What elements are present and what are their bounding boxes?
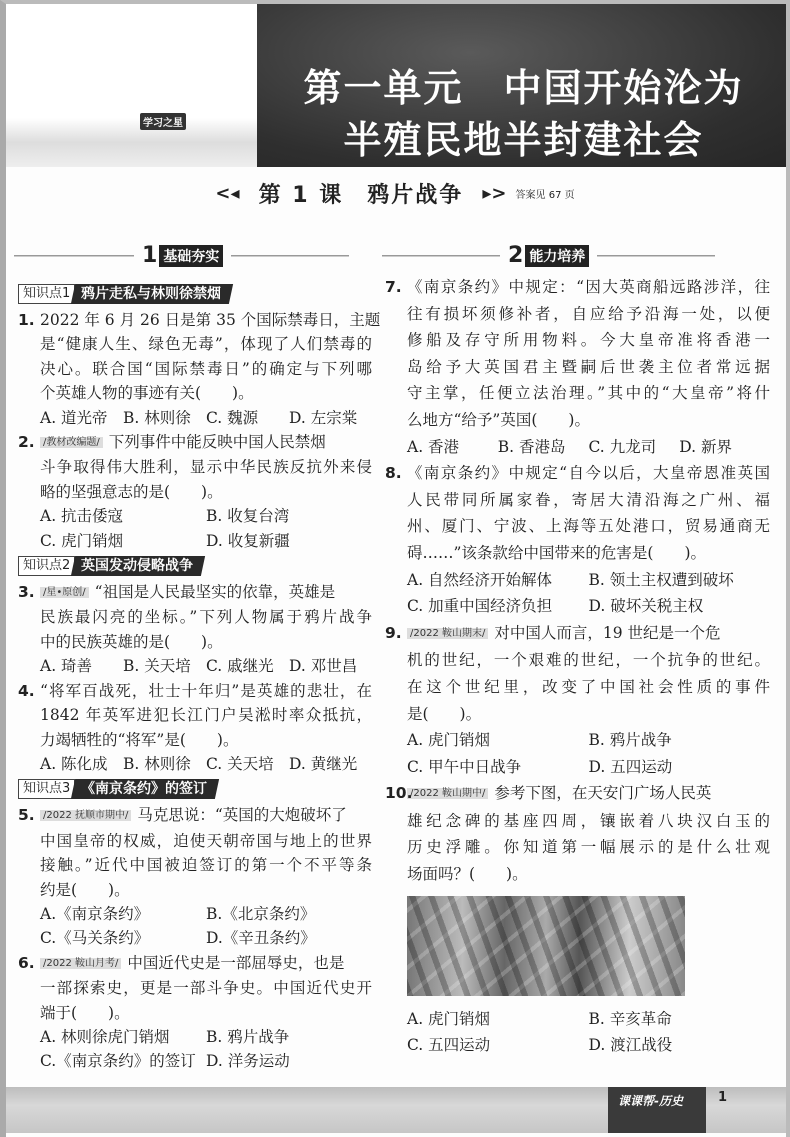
question-text: 州、厦门、宁波、上海等五处港口，贸易通商无 [407, 517, 770, 536]
right-column [385, 274, 770, 1059]
question-source-tag: /2022 鞍山期末/ [407, 628, 488, 639]
question-line [385, 620, 770, 648]
knowledge-point-title [71, 284, 233, 304]
question-line [385, 701, 770, 728]
question-line [385, 647, 770, 674]
knowledge-point-tag: 知识点1 [18, 284, 75, 304]
question-text: 约是( )。 [40, 880, 130, 899]
knowledge-point-tag: 知识点2 [18, 556, 75, 576]
question-text: 马克思说：“英国的大炮破坏了 [137, 806, 347, 825]
answer-options [18, 752, 372, 776]
question-text: 机的世纪，一个艰难的世纪，一个抗争的世纪。 [407, 651, 770, 670]
question-10 [385, 780, 770, 1059]
answer-option[interactable]: A. 道光帝 [40, 408, 108, 427]
question-line [18, 803, 372, 828]
question-text: 决心。联合国“国际禁毒日”的确定与下列哪 [40, 359, 372, 378]
divider [382, 255, 500, 257]
question-text: 参考下图，在天安门广场人民英 [494, 784, 712, 803]
question-line [385, 540, 770, 567]
answer-option[interactable]: A. 虎门销烟 [407, 1009, 491, 1028]
question-text: 中的民族英雄的是( )。 [40, 632, 223, 651]
question-text: 力竭牺牲的“将军”是( )。 [40, 730, 239, 749]
question-line [385, 407, 770, 434]
question-7 [385, 274, 770, 460]
knowledge-point-header [18, 555, 372, 577]
question-text: 守主掌，任便立法治理。”其中的“大皇帝”将什 [407, 384, 770, 403]
answer-option[interactable]: C. 加重中国经济负担 [407, 597, 553, 616]
question-source-tag: /2022 鞍山期中/ [407, 788, 488, 799]
question-source-tag: /教材改编题/ [40, 437, 103, 448]
answer-reference: 答案见 67 页 [515, 190, 575, 201]
left-arrows-icon: <◂ [215, 183, 240, 204]
question-line [18, 308, 381, 332]
question-line [18, 728, 372, 752]
question-number: 4. [18, 681, 35, 700]
question-text: 略的坚强意志的是( )。 [40, 482, 223, 501]
answer-option[interactable]: B. 鸦片战争 [588, 731, 672, 750]
knowledge-point-title [71, 779, 219, 799]
question-2 [18, 430, 372, 553]
section-label: 能力培养 [525, 245, 589, 267]
section-heading-ability-block [382, 243, 715, 268]
answer-options [18, 1025, 372, 1074]
answer-options [18, 654, 372, 678]
question-line [385, 834, 770, 861]
question-text: 斗争取得伟大胜利，显示中华民族反抗外来侵 [40, 458, 372, 477]
unit-title-line: 半殖民地半封建社会 [343, 118, 704, 162]
question-line [385, 274, 770, 301]
answer-option[interactable]: C. 甲午中日战争 [407, 757, 522, 776]
question-line [18, 630, 372, 654]
question-text: 是( )。 [407, 704, 482, 723]
question-source-tag: /星•原创/ [40, 587, 89, 598]
answer-option[interactable]: B. 辛亥革命 [588, 1009, 672, 1028]
question-text: “将军百战死，壮士十年归”是英雄的悲壮，在 [40, 681, 372, 700]
question-line [18, 951, 372, 976]
page-number: 1 [718, 1090, 728, 1105]
question-text: 场面吗？( )。 [407, 865, 528, 884]
question-number: 5. [18, 806, 35, 825]
divider [14, 255, 134, 257]
question-text: 中国近代史是一部屈辱史，也是 [127, 953, 345, 972]
question-text: “祖国是人民最坚实的依靠，英雄是 [94, 583, 336, 602]
knowledge-point-title-text: 《南京条约》的签订 [81, 781, 208, 798]
answer-option[interactable]: C. 魏源 [206, 408, 259, 427]
question-line [18, 853, 372, 877]
answer-option[interactable]: D. 黄继光 [289, 754, 358, 773]
answer-option[interactable]: B. 关天培 [123, 657, 191, 676]
answer-option[interactable]: D. 收复新疆 [206, 531, 290, 550]
question-line [385, 354, 770, 381]
study-badge: 学习之星 [140, 113, 186, 130]
question-source-tag: /2022 鞍山月考/ [40, 958, 121, 969]
answer-option[interactable]: B. 林则徐 [123, 754, 191, 773]
question-line [18, 430, 372, 455]
answer-option[interactable]: A. 虎门销烟 [407, 731, 491, 750]
question-number: 10. [385, 784, 413, 803]
question-source-tag: /2022 抚顺市期中/ [40, 810, 131, 821]
answer-option[interactable]: D. 洋务运动 [206, 1052, 290, 1071]
answer-options [385, 567, 770, 620]
answer-option[interactable]: D. 五四运动 [588, 757, 673, 776]
question-line [385, 808, 770, 835]
question-line [385, 460, 770, 487]
question-number: 1. [18, 311, 35, 329]
lesson-heading [0, 178, 790, 209]
divider [597, 255, 715, 257]
question-text: 么地方“给予”英国( )。 [407, 410, 590, 429]
left-column [18, 281, 381, 1074]
answer-option[interactable]: C.《马关条约》 [40, 929, 150, 948]
brand-label: 课课帮-历史 [608, 1087, 706, 1133]
answer-option[interactable]: D. 新界 [679, 437, 732, 456]
knowledge-point-title-text: 鸦片走私与林则徐禁烟 [81, 286, 222, 302]
question-line [385, 327, 770, 354]
question-text: 端于( )。 [40, 1003, 130, 1022]
question-9 [385, 620, 770, 781]
unit-title [257, 62, 790, 166]
answer-options [385, 1006, 770, 1059]
right-arrows-icon: ▸> [482, 183, 507, 204]
answer-option[interactable]: C. 五四运动 [407, 1036, 491, 1055]
answer-option[interactable]: B. 林则徐 [123, 408, 191, 427]
divider [231, 255, 349, 257]
question-text: 在这个世纪里，改变了中国社会性质的事件 [407, 677, 770, 696]
question-line [385, 487, 770, 514]
question-line [385, 513, 770, 540]
question-number: 6. [18, 953, 35, 972]
question-text: 人民带同所属家眷，寄居大清沿海之广州、福 [407, 490, 770, 509]
question-number: 2. [18, 433, 35, 452]
answer-option[interactable]: B.《北京条约》 [206, 904, 316, 923]
question-line [385, 861, 770, 888]
question-text: 1842 年英军进犯长江门户吴淞时率众抵抗， [40, 706, 372, 725]
lesson-title: 第 1 课 鸦片战争 [258, 183, 464, 208]
question-line [18, 976, 372, 1000]
question-line [18, 829, 372, 853]
answer-option[interactable]: C. 虎门销烟 [40, 531, 124, 550]
section-number: 2 [508, 243, 524, 268]
section-label: 基础夯实 [159, 245, 223, 267]
answer-option[interactable]: D. 渡江战役 [588, 1036, 673, 1055]
section-heading-basic [14, 243, 349, 268]
question-line [18, 580, 372, 605]
question-text: 下列事件中能反映中国人民禁烟 [108, 433, 326, 452]
question-text: 《南京条约》中规定：“因大英商船远路涉洋，往 [407, 278, 770, 296]
question-line [18, 332, 372, 356]
answer-option[interactable]: B. 收复台湾 [206, 507, 290, 526]
question-5 [18, 803, 372, 950]
question-line [18, 605, 372, 629]
answer-option[interactable]: A. 香港 [407, 437, 460, 456]
question-line [18, 878, 372, 902]
answer-option[interactable]: C.《南京条约》的签订 [40, 1052, 196, 1071]
question-text: 个英雄人物的事迹有关( )。 [40, 384, 254, 403]
unit-title-line: 第一单元 中国开始沦为 [303, 66, 744, 110]
question-text: 岛给予大英国君主暨嗣后世袭主位者常远据 [407, 357, 770, 376]
question-text: 民族最闪亮的坐标。”下列人物属于鸦片战争 [40, 608, 372, 627]
knowledge-point-tag: 知识点3 [18, 779, 75, 799]
answer-option[interactable]: D.《辛丑条约》 [206, 929, 316, 948]
question-line [18, 480, 372, 504]
question-text: 《南京条约》中规定“自今以后，大皇帝恩准英国 [407, 464, 770, 483]
question-number: 3. [18, 583, 35, 602]
answer-option[interactable]: B. 鸦片战争 [206, 1027, 290, 1046]
question-line [18, 357, 372, 381]
question-line [18, 381, 372, 405]
answer-option[interactable]: D. 邓世昌 [289, 657, 358, 676]
question-4 [18, 679, 372, 777]
answer-option[interactable]: C. 戚继光 [206, 657, 274, 676]
answer-options [18, 902, 372, 951]
question-1 [18, 308, 381, 430]
question-text: 中国皇帝的权威，迫使天朝帝国与地上的世界 [40, 831, 372, 850]
question-number: 7. [385, 278, 402, 296]
question-3 [18, 580, 372, 679]
answer-option[interactable]: B. 香港岛 [497, 437, 566, 456]
answer-options [385, 727, 770, 780]
question-line [385, 674, 770, 701]
question-text: 一部探索史，更是一部斗争史。中国近代史开 [40, 979, 372, 998]
question-text: 修船及存守所用物料。今大皇帝准将香港一 [407, 331, 770, 350]
answer-option[interactable]: D. 破坏关税主权 [588, 597, 704, 616]
answer-options [18, 504, 372, 553]
question-line [385, 780, 770, 808]
header-decoration [6, 4, 257, 167]
answer-option[interactable]: A.《南京条约》 [40, 904, 150, 923]
question-line [385, 380, 770, 407]
question-line [385, 301, 770, 328]
question-text: 往有损坏须修补者，自应给予沿海一处，以便 [407, 304, 770, 323]
question-number: 8. [385, 464, 402, 483]
answer-options [385, 434, 770, 461]
answer-option[interactable]: A. 抗击倭寇 [40, 507, 124, 526]
knowledge-point-header [18, 283, 372, 305]
question-line [18, 455, 372, 479]
knowledge-point-title [71, 556, 205, 576]
question-text: 历史浮雕。你知道第一幅展示的是什么壮观 [407, 838, 770, 857]
question-8 [385, 460, 770, 620]
answer-options [18, 406, 372, 430]
answer-option[interactable]: A. 自然经济开始解体 [407, 570, 553, 589]
answer-option[interactable]: C. 关天培 [206, 754, 274, 773]
answer-option[interactable]: A. 林则徐虎门销烟 [40, 1027, 170, 1046]
question-line [18, 1001, 372, 1025]
answer-option[interactable]: D. 左宗棠 [289, 408, 358, 427]
question-text: 雄纪念碑的基座四周，镶嵌着八块汉白玉的 [407, 811, 770, 830]
question-text: 是“健康人生、绿色无毒”，体现了人们禁毒的 [40, 335, 372, 354]
question-6 [18, 951, 372, 1074]
knowledge-point-title-text: 英国发动侵略战争 [81, 558, 194, 575]
answer-option[interactable]: A. 陈化成 [40, 754, 108, 773]
question-number: 9. [385, 623, 402, 642]
answer-option[interactable]: C. 九龙司 [588, 437, 657, 456]
question-text: 碍……”该条款给中国带来的危害是( )。 [407, 543, 707, 562]
question-line [18, 679, 372, 703]
section-number: 1 [142, 243, 158, 268]
answer-option[interactable]: B. 领土主权遭到破坏 [588, 570, 734, 589]
monument-relief-image [407, 896, 685, 996]
question-text: 接触。”近代中国被迫签订的第一个不平等条 [40, 856, 372, 875]
question-line [18, 703, 372, 727]
answer-option[interactable]: A. 琦善 [40, 657, 93, 676]
question-text: 2022 年 6 月 26 日是第 35 个国际禁毒日，主题 [40, 311, 381, 329]
knowledge-point-header [18, 778, 372, 800]
question-text: 对中国人而言，19 世纪是一个危 [494, 623, 721, 642]
